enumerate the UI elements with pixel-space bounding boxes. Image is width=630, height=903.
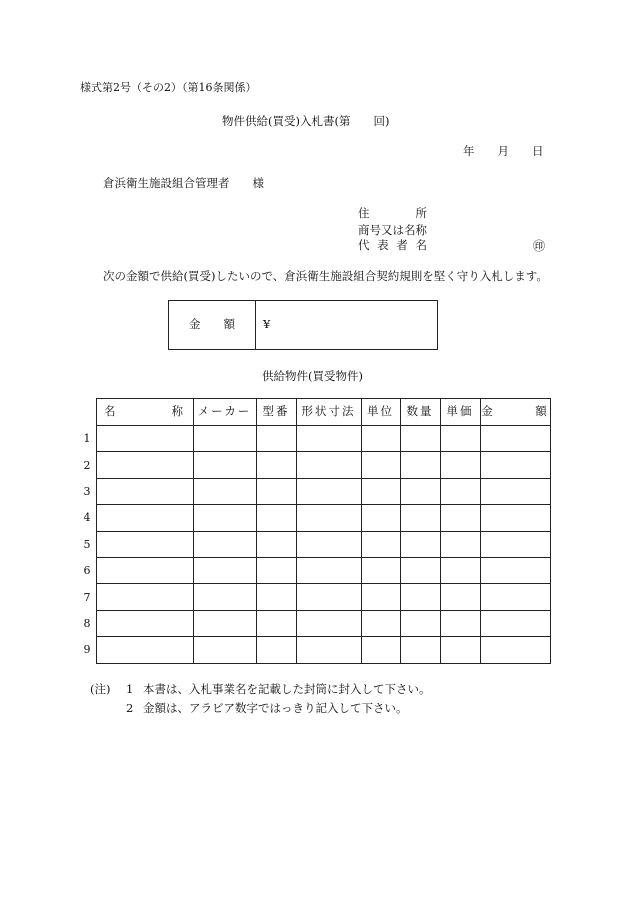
amount-label: 金 額 [169, 301, 256, 349]
table-cell [361, 584, 400, 610]
table-row [80, 505, 550, 531]
table-cell [256, 557, 296, 583]
table-cell [256, 478, 296, 504]
table-row [80, 557, 550, 583]
table-cell [400, 531, 440, 557]
items-table-body [80, 399, 550, 664]
date-line: 年 月 日 [463, 144, 544, 158]
table-cell [361, 637, 400, 663]
bidder-address-label: 住 所 [358, 206, 427, 220]
table-cell [440, 637, 480, 663]
row-number: 9 [83, 643, 91, 657]
bid-statement: 次の金額で供給(買受)したいので、倉浜衛生施設組合契約規則を堅く守り入札します。 [103, 269, 548, 283]
table-cell [400, 478, 440, 504]
table-cell [361, 610, 400, 636]
table-cell [296, 557, 361, 583]
table-cell [440, 584, 480, 610]
table-cell [193, 531, 256, 557]
table-cell [193, 452, 256, 478]
table-cell [400, 452, 440, 478]
table-cell [480, 478, 550, 504]
table-cell [480, 531, 550, 557]
table-row [80, 531, 550, 557]
table-cell [256, 637, 296, 663]
table-cell [296, 452, 361, 478]
yen-symbol: ¥ [263, 317, 271, 332]
table-cell [96, 531, 193, 557]
amount-value-cell [256, 301, 437, 349]
table-cell [480, 426, 550, 452]
table-cell [480, 452, 550, 478]
seal-mark: ㊞ [533, 239, 546, 253]
table-cell [361, 478, 400, 504]
row-number: 2 [83, 458, 91, 472]
items-title: 供給物件(買受物件) [262, 369, 363, 383]
table-cell [480, 637, 550, 663]
table-cell [296, 478, 361, 504]
table-cell [440, 610, 480, 636]
note-number: 1 [126, 682, 134, 696]
row-number: 1 [83, 432, 91, 446]
table-cell [400, 557, 440, 583]
table-cell [256, 505, 296, 531]
table-cell [440, 452, 480, 478]
table-cell [256, 426, 296, 452]
table-cell [361, 452, 400, 478]
table-row [80, 426, 550, 452]
column-header: 数量 [400, 399, 440, 426]
table-cell [400, 426, 440, 452]
table-cell [256, 610, 296, 636]
table-cell [400, 610, 440, 636]
table-cell [296, 505, 361, 531]
table-cell [440, 505, 480, 531]
row-number: 7 [83, 590, 91, 604]
table-row [80, 584, 550, 610]
table-cell [296, 426, 361, 452]
table-cell [193, 426, 256, 452]
table-cell [480, 584, 550, 610]
table-cell [96, 584, 193, 610]
table-cell [400, 637, 440, 663]
column-header: メーカー [193, 399, 256, 426]
row-number: 4 [83, 511, 91, 525]
table-cell [96, 637, 193, 663]
table-row [80, 452, 550, 478]
table-cell [361, 557, 400, 583]
table-cell [193, 478, 256, 504]
table-cell [361, 505, 400, 531]
column-header: 単価 [440, 399, 480, 426]
table-cell [296, 531, 361, 557]
column-header: 形状寸法 [296, 399, 361, 426]
table-cell [193, 610, 256, 636]
column-header: 単位 [361, 399, 400, 426]
table-cell [440, 531, 480, 557]
column-header: 型番 [256, 399, 296, 426]
bidder-representative-label: 代 表 者 名 [358, 238, 429, 252]
table-cell [96, 452, 193, 478]
table-cell [96, 426, 193, 452]
column-header: 名 称 [96, 399, 193, 426]
table-cell [400, 584, 440, 610]
table-cell [96, 478, 193, 504]
row-number: 5 [83, 537, 91, 551]
addressee: 倉浜衛生施設組合管理者 様 [103, 176, 264, 190]
table-cell [256, 531, 296, 557]
note-number: 2 [126, 701, 134, 715]
row-number: 3 [83, 484, 91, 498]
table-row [80, 637, 550, 663]
table-cell [480, 505, 550, 531]
table-cell [400, 505, 440, 531]
table-cell [96, 557, 193, 583]
table-cell [193, 557, 256, 583]
table-cell [440, 557, 480, 583]
table-cell [96, 505, 193, 531]
table-row [80, 610, 550, 636]
table-cell [480, 557, 550, 583]
table-cell [193, 505, 256, 531]
row-number-spacer [80, 399, 96, 426]
amount-box [168, 300, 438, 350]
table-cell [296, 610, 361, 636]
form-number: 様式第2号（その2）（第16条関係） [80, 81, 257, 94]
table-cell [96, 610, 193, 636]
document-title: 物件供給(買受)入札書(第 回) [222, 114, 390, 128]
items-table [80, 398, 551, 664]
notes-prefix: (注) [90, 682, 111, 696]
table-cell [440, 478, 480, 504]
table-row [80, 478, 550, 504]
row-number: 6 [83, 564, 91, 578]
table-cell [361, 531, 400, 557]
column-header: 金 額 [480, 399, 550, 426]
table-cell [440, 426, 480, 452]
table-cell [480, 610, 550, 636]
bidder-company-label: 商号又は名称 [358, 223, 427, 237]
table-cell [296, 637, 361, 663]
table-cell [296, 584, 361, 610]
table-cell [193, 584, 256, 610]
note-text: 金額は、アラビア数字ではっきり記入して下さい。 [143, 701, 408, 715]
table-cell [361, 426, 400, 452]
row-number: 8 [83, 616, 91, 630]
note-text: 本書は、入札事業名を記載した封筒に封入して下さい。 [143, 682, 431, 696]
table-cell [256, 584, 296, 610]
table-header-row [80, 399, 550, 426]
table-cell [193, 637, 256, 663]
table-cell [256, 452, 296, 478]
